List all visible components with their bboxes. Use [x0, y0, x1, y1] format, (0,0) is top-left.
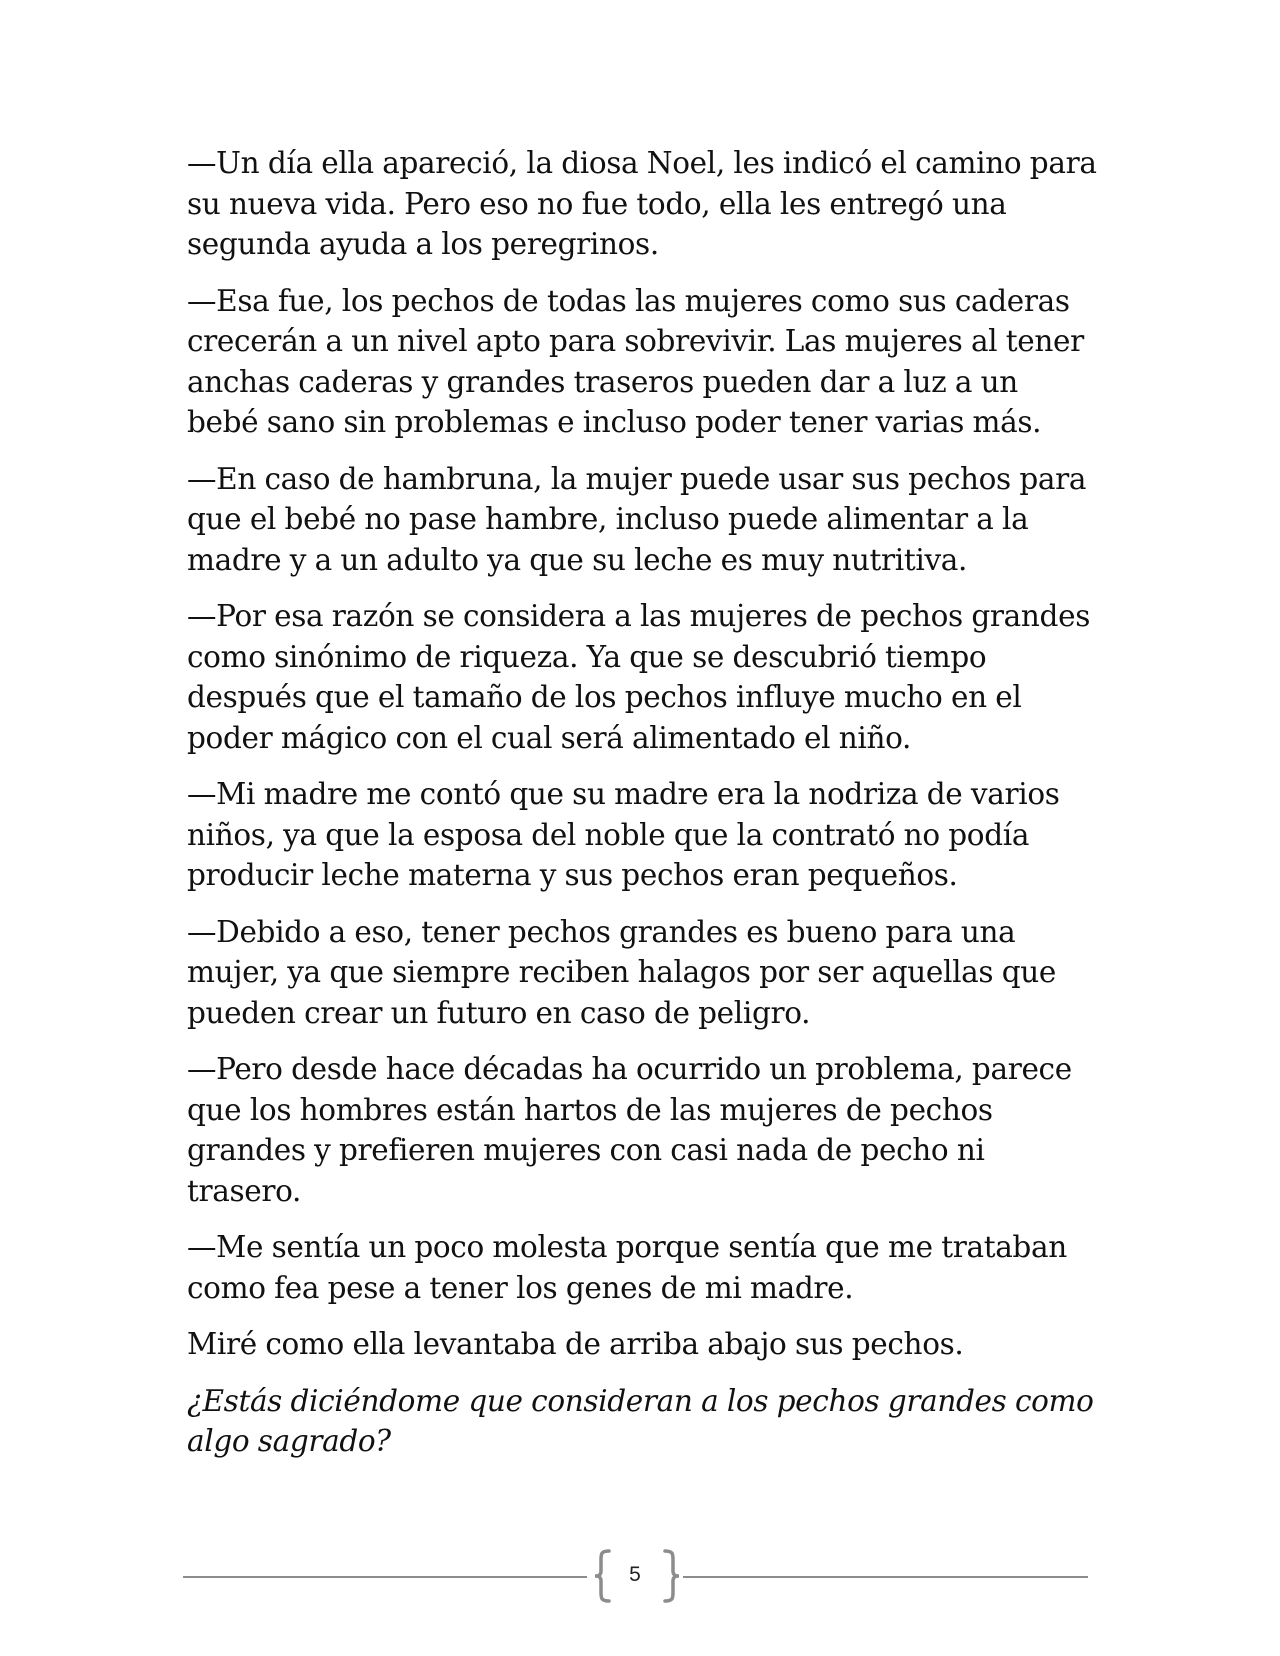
paragraph: —Esa fue, los pechos de todas las mujeres como sus caderas crecerán a un nivel apto para sobrevivir. Las mujeres al tener anchas caderas y grandes traseros pueden dar a luz a un bebé sano sin problemas e incluso poder tener varias más. — [187, 283, 1084, 439]
page-body — [187, 143, 1097, 1478]
paragraph: —En caso de hambruna, la mujer puede usar sus pechos para que el bebé no pase hambre, incluso puede alimentar a la madre y a un adulto ya que su leche es muy nutritiva. — [187, 461, 1087, 577]
paragraph: —Mi madre me contó que su madre era la nodriza de varios niños, ya que la esposa del noble que la contrató no podía producir leche materna y sus pechos eran pequeños. — [187, 777, 1060, 892]
paragraph: Miré como ella levantaba de arriba abajo sus pechos. — [187, 1327, 964, 1361]
italic-thought-paragraph: ¿Estás diciéndome que consideran a los pechos grandes como algo sagrado? — [187, 1383, 1094, 1458]
paragraph: —Un día ella apareció, la diosa Noel, les indicó el camino para su nueva vida. Pero eso no fue todo, ella les entregó una segunda ayuda a los peregrinos. — [187, 146, 1097, 261]
paragraph: —Debido a eso, tener pechos grandes es bueno para una mujer, ya que siempre reciben halagos por ser aquellas que pueden crear un futuro en caso de peligro. — [187, 914, 1057, 1030]
paragraph: —Por esa razón se considera a las mujeres de pechos grandes como sinónimo de riqueza. Ya que se descubrió tiempo después que el tamaño de los pechos influye mucho en el poder mágico con el cual será alimentado el niño. — [187, 599, 1090, 755]
footer-rule-right — [683, 1576, 1088, 1578]
paragraph: —Pero desde hace décadas ha ocurrido un problema, parece que los hombres están hartos de las mujeres de pechos grandes y prefieren mujeres con casi nada de pecho ni trasero. — [187, 1052, 1072, 1208]
right-brace-icon — [659, 1548, 683, 1604]
left-brace-icon — [591, 1548, 615, 1604]
footer-rule-left — [183, 1576, 587, 1578]
page-number: 5 — [629, 1563, 641, 1586]
page-footer — [183, 1548, 1088, 1604]
paragraph: —Me sentía un poco molesta porque sentía que me trataban como fea pese a tener los genes de mi madre. — [187, 1230, 1067, 1305]
